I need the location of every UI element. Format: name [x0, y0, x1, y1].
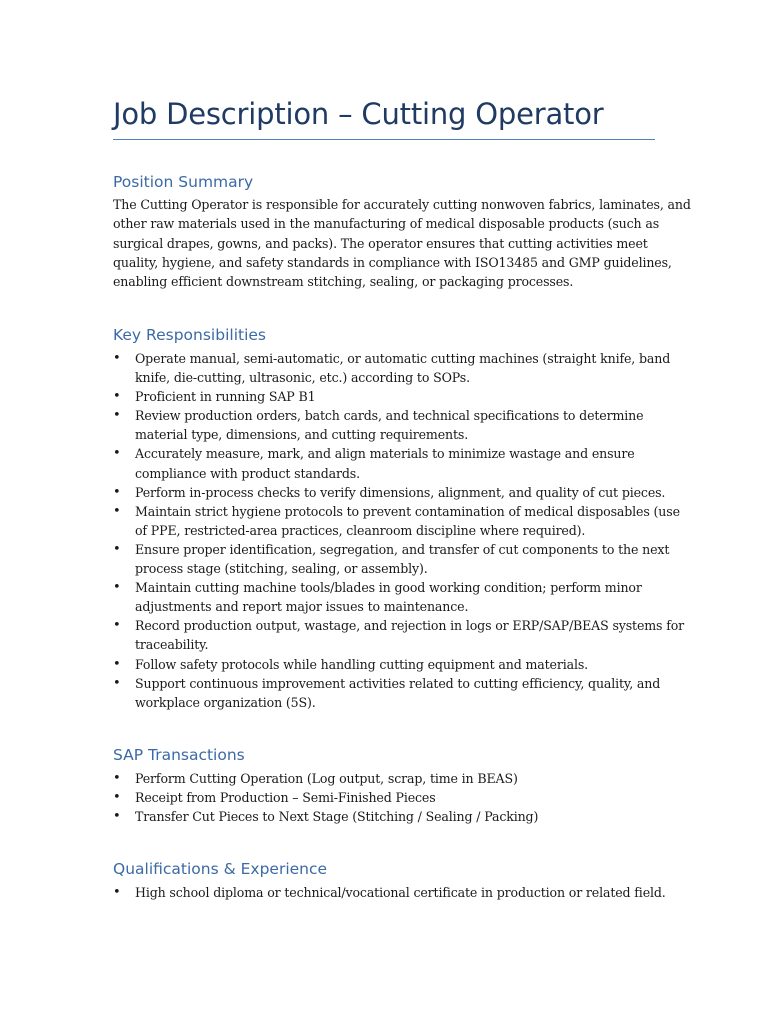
- position-summary-section: [113, 171, 691, 291]
- bullet-icon: •: [113, 446, 121, 462]
- bullet-icon: •: [113, 351, 121, 366]
- document-title: Job Description – Cutting Operator: [113, 97, 604, 131]
- list-item-line: workplace organization (5S).: [135, 694, 316, 710]
- list-item: [113, 674, 661, 712]
- summary-line: surgical drapes, gowns, and packs). The operator ensures that cutting activities meet: [113, 235, 648, 251]
- list-item-line: process stage (stitching, sealing, or assembly).: [135, 561, 428, 577]
- position-summary-text: [113, 195, 691, 291]
- position-summary-heading: Position Summary: [113, 173, 254, 191]
- list-item: [113, 769, 655, 788]
- bullet-icon: •: [113, 771, 121, 786]
- list-item: [113, 616, 685, 654]
- list-item-line: Transfer Cut Pieces to Next Stage (Stitching / Sealing / Packing): [135, 809, 539, 825]
- list-item: [113, 578, 655, 616]
- list-item-line: Perform in-process checks to verify dimensions, alignment, and quality of cut pieces.: [135, 484, 666, 500]
- title-underline-rule: [113, 139, 655, 140]
- list-item-line: material type, dimensions, and cutting requirements.: [135, 427, 469, 443]
- list-item: [113, 655, 655, 674]
- bullet-icon: •: [113, 541, 121, 557]
- qualifications-section: [113, 858, 666, 902]
- list-item-line: Maintain cutting machine tools/blades in good working condition; perform minor: [135, 580, 642, 596]
- list-item-line: Support continuous improvement activities related to cutting efficiency, quality, and: [135, 675, 661, 691]
- bullet-icon: •: [113, 484, 121, 500]
- list-item-line: Accurately measure, mark, and align materials to minimize wastage and ensure: [135, 446, 635, 462]
- list-item-line: Receipt from Production – Semi-Finished Pieces: [135, 790, 436, 806]
- summary-line: quality, hygiene, and safety standards in compliance with ISO13485 and GMP guidelines,: [113, 254, 672, 270]
- list-item-line: Ensure proper identification, segregation, and transfer of cut components to the next: [135, 541, 670, 557]
- bullet-icon: •: [113, 809, 121, 825]
- bullet-icon: •: [113, 656, 121, 672]
- list-item-line: Maintain strict hygiene protocols to prevent contamination of medical disposables (use: [135, 503, 680, 519]
- list-item-line: of PPE, restricted-area practices, cleanroom discipline where required).: [135, 522, 586, 538]
- list-item-line: compliance with product standards.: [135, 465, 360, 481]
- bullet-icon: •: [113, 618, 121, 634]
- list-item: [113, 387, 655, 406]
- bullet-icon: •: [113, 675, 121, 691]
- summary-line: The Cutting Operator is responsible for accurately cutting nonwoven fabrics, laminates, and: [113, 197, 691, 212]
- bullet-icon: •: [113, 389, 121, 405]
- bullet-icon: •: [113, 408, 121, 424]
- bullet-icon: •: [113, 885, 121, 900]
- list-item-line: Perform Cutting Operation (Log output, scrap, time in BEAS): [135, 771, 518, 786]
- list-item-line: knife, die-cutting, ultrasonic, etc.) according to SOPs.: [135, 370, 470, 386]
- sap-transactions-section: [113, 744, 655, 826]
- list-item-line: Proficient in running SAP B1: [135, 389, 316, 405]
- list-item-line: Follow safety protocols while handling cutting equipment and materials.: [135, 656, 589, 672]
- sap-transactions-list: [113, 769, 655, 826]
- summary-line: other raw materials used in the manufacturing of medical disposable products (such as: [113, 216, 660, 232]
- key-responsibilities-section: [113, 324, 685, 712]
- list-item-line: High school diploma or technical/vocational certificate in production or related field.: [135, 885, 666, 900]
- list-item: [113, 406, 655, 444]
- summary-line: enabling efficient downstream stitching, sealing, or packaging processes.: [113, 274, 574, 290]
- list-item-line: Review production orders, batch cards, and technical specifications to determine: [135, 408, 644, 424]
- list-item-line: traceability.: [135, 637, 209, 653]
- list-item: [113, 483, 666, 502]
- list-item: [113, 444, 655, 482]
- bullet-icon: •: [113, 503, 121, 519]
- list-item-line: adjustments and report major issues to maintenance.: [135, 599, 469, 615]
- list-item: [113, 502, 680, 540]
- list-item: [113, 883, 666, 902]
- list-item: [113, 807, 655, 826]
- list-item: [113, 788, 655, 807]
- bullet-icon: •: [113, 580, 121, 596]
- bullet-icon: •: [113, 790, 121, 806]
- qualifications-heading: Qualifications & Experience: [113, 860, 328, 878]
- sap-transactions-heading: SAP Transactions: [113, 746, 245, 764]
- list-item: [113, 349, 671, 387]
- qualifications-list: [113, 883, 666, 902]
- key-responsibilities-heading: Key Responsibilities: [113, 326, 266, 344]
- list-item: [113, 540, 670, 578]
- responsibilities-list: [113, 349, 685, 712]
- list-item-line: Record production output, wastage, and rejection in logs or ERP/SAP/BEAS systems for: [135, 618, 685, 634]
- list-item-line: Operate manual, semi-automatic, or automatic cutting machines (straight knife, band: [135, 351, 671, 366]
